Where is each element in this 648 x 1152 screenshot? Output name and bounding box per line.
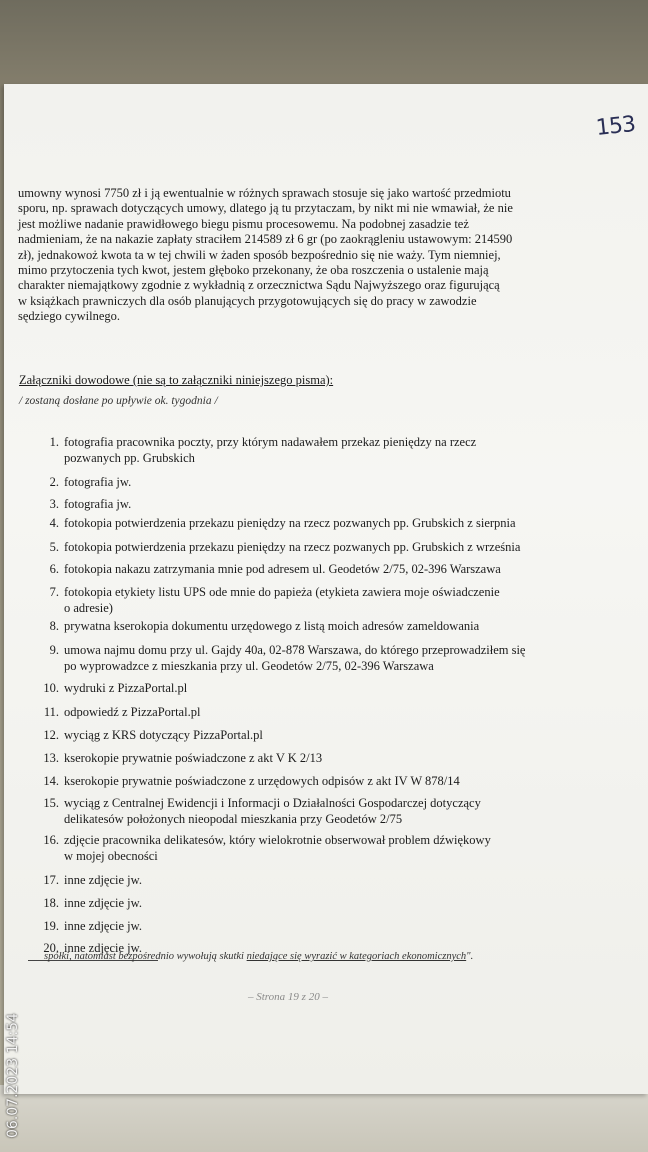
list-item [38, 895, 558, 911]
list-item-text: inne zdjęcie jw. [64, 896, 142, 910]
list-item [38, 642, 558, 674]
list-item-text: odpowiedź z PizzaPortal.pl [64, 705, 201, 719]
list-item-text: inne zdjęcie jw. [64, 919, 142, 933]
list-item-text: fotokopia nakazu zatrzymania mnie pod adresem ul. Geodetów 2/75, 02-396 Warszawa [64, 562, 501, 576]
list-item-number: 11. [43, 705, 59, 719]
list-item-text: fotografia jw. [64, 497, 132, 511]
list-item-number: 14. [43, 774, 59, 788]
list-item [38, 561, 558, 577]
attachments-heading: Załączniki dowodowe (nie są to załączniki niniejszego pisma): [19, 373, 334, 387]
list-item-text: wyciąg z KRS dotyczący PizzaPortal.pl [64, 728, 263, 742]
list-item-text: kserokopie prywatnie poświadczone z urzędowych odpisów z akt IV W 878/14 [64, 774, 460, 788]
footnote [44, 951, 473, 962]
footnote-underlined-text: niedające się wyrazić w kategoriach ekonomicznych [246, 951, 467, 962]
attachments-subheading: / zostaną dosłane po upływie ok. tygodnia / [19, 395, 218, 407]
list-item-number: 2. [49, 475, 59, 489]
footnote-text: spółki, natomiast bezpośrednio wywołują skutki [44, 951, 247, 962]
list-item-text: fotografia jw. [64, 475, 132, 489]
list-item [38, 872, 558, 888]
body-line: zł), jednakowoż kwota ta w tej chwili w żaden sposób bezpośrednio się nie waży. Tym niemniej, [18, 247, 501, 262]
list-item-text: pozwanych pp. Grubskich [64, 451, 195, 465]
page-footer: – Strona 19 z 20 – [248, 991, 328, 1003]
list-item-text: po wyprowadzce z mieszkania przy ul. Geodetów 2/75, 02-396 Warszawa [64, 659, 434, 673]
list-item [38, 515, 558, 531]
body-line: sędziego cywilnego. [18, 309, 121, 324]
list-item [38, 918, 558, 934]
list-item [38, 795, 558, 827]
list-item-text: wydruki z PizzaPortal.pl [64, 681, 188, 695]
body-line: charakter niemajątkowy zgodnie z wykładnią z orzecznictwa Sądu Najwyższego oraz figurującą [18, 278, 500, 293]
list-item-number: 7. [49, 585, 59, 599]
list-item-text: kserokopie prywatnie poświadczone z akt V K 2/13 [64, 751, 323, 765]
list-item [38, 727, 558, 743]
list-item-number: 8. [49, 619, 59, 633]
list-item-text: delikatesów położonych nieopodal mieszkania przy Geodetów 2/75 [64, 812, 403, 826]
list-item [38, 434, 558, 466]
list-item [38, 773, 558, 789]
body-line: mimo przytoczenia tych kwot, jestem głęboko przekonany, że oba roszczenia o ustalenie mają [18, 263, 489, 278]
list-item-number: 4. [49, 516, 59, 530]
list-item-text: fotokopia etykiety listu UPS ode mnie do papieża (etykieta zawiera moje oświadczenie [64, 585, 500, 599]
body-line: nadmieniam, że na nakazie zapłaty straciłem 214589 zł 6 gr (po zaokrągleniu ustawowym: 214590 [18, 232, 513, 247]
list-item-number: 18. [43, 896, 59, 910]
body-line: sporu, np. sprawach dotyczących umowy, dlatego ją tu przytaczam, by nikt mi nie wmawiał, że nie [18, 201, 513, 216]
list-item [38, 474, 558, 490]
photo-timestamp: 06.07.2023 14:54 [5, 1013, 21, 1138]
list-item-text: fotokopia potwierdzenia przekazu pieniędzy na rzecz pozwanych pp. Grubskich z sierpnia [64, 516, 516, 530]
list-item [38, 832, 558, 864]
list-item [38, 539, 558, 555]
list-item-number: 6. [49, 562, 59, 576]
list-item-text: fotokopia potwierdzenia przekazu pieniędzy na rzecz pozwanych pp. Grubskich z września [64, 540, 521, 554]
list-item-text: o adresie) [64, 601, 113, 615]
list-item-text: inne zdjęcie jw. [64, 873, 142, 887]
body-line: w książkach prawniczych dla osób planujących przygotowujących się do pracy w zawodzie [18, 293, 477, 308]
list-item-number: 10. [43, 681, 59, 695]
paper-stack-edge [0, 1085, 648, 1152]
list-item-text: zdjęcie pracownika delikatesów, który wielokrotnie obserwował problem dźwiękowy [64, 833, 491, 847]
list-item-text: umowa najmu domu przy ul. Gajdy 40a, 02-878 Warszawa, do którego przeprowadziłem się [64, 643, 526, 657]
list-item-text: prywatna kserokopia dokumentu urzędowego z listą moich adresów zameldowania [64, 619, 480, 633]
list-item-number: 15. [43, 796, 59, 810]
handwritten-page-number: 153 [594, 112, 637, 141]
list-item [38, 750, 558, 766]
body-paragraph [18, 186, 548, 325]
list-item-number: 13. [43, 751, 59, 765]
list-item-number: 16. [43, 833, 59, 847]
list-item [38, 680, 558, 696]
list-item-number: 12. [43, 728, 59, 742]
list-item [38, 584, 558, 616]
footnote-text-end: ". [466, 951, 474, 962]
list-item-number: 5. [49, 540, 59, 554]
list-item-text: w mojej obecności [64, 849, 158, 863]
list-item [38, 496, 558, 512]
list-item-number: 17. [43, 873, 59, 887]
body-line: jest możliwe nadanie prawidłowego biegu pismu procesowemu. Na podobnej zasadzie też [18, 216, 469, 231]
body-line: umowny wynosi 7750 zł i ją ewentualnie w różnych sprawach stosuje się jako wartość przedmiotu [18, 186, 511, 200]
list-item-number: 9. [49, 643, 59, 657]
list-item-number: 19. [43, 919, 59, 933]
list-item-text: inne zdjęcie jw. [64, 941, 142, 955]
list-item [38, 618, 558, 634]
list-item [38, 704, 558, 720]
list-item-text: wyciąg z Centralnej Ewidencji i Informacji o Działalności Gospodarczej dotyczący [64, 796, 481, 810]
list-item-number: 1. [49, 435, 59, 449]
list-item-text: fotografia pracownika poczty, przy którym nadawałem przekaz pieniędzy na rzecz [64, 435, 477, 449]
list-item-number: 3. [49, 497, 59, 511]
list-item-number: 20. [43, 941, 59, 955]
